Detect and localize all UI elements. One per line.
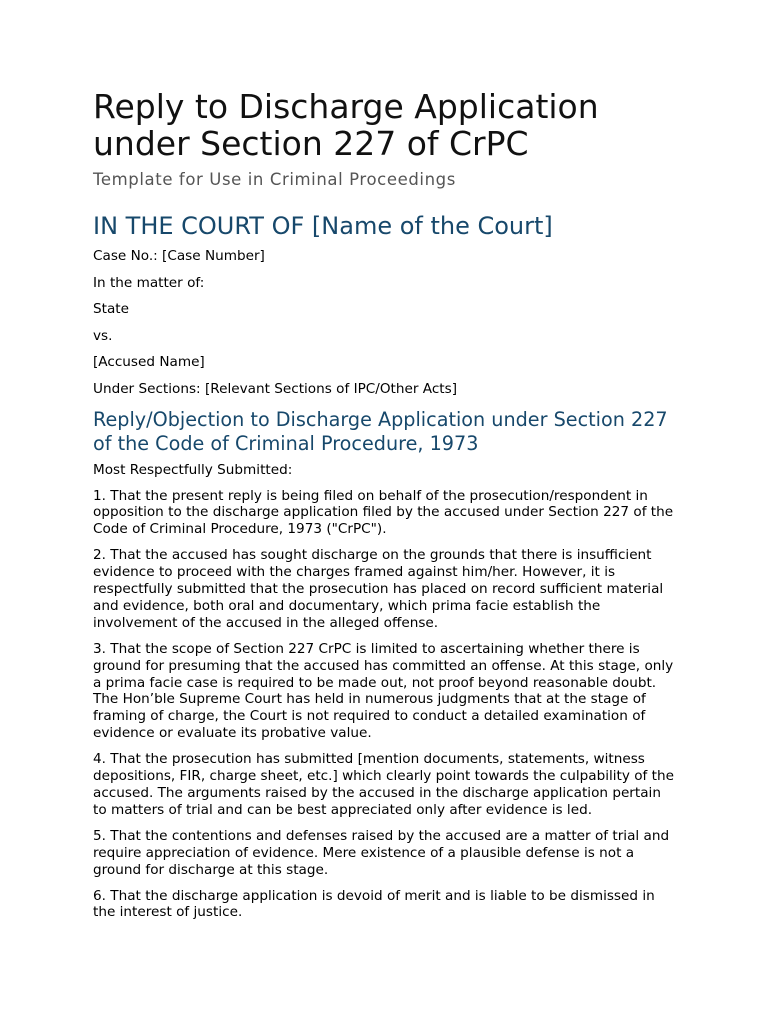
- section-heading: Reply/Objection to Discharge Application under Section 227 of the Code of Criminal Procedure, 1973: [93, 407, 668, 455]
- intro-line: Most Respectfully Submitted:: [93, 461, 293, 478]
- paragraph-6: 6. That the discharge application is devoid of merit and is liable to be dismissed in the interest of justice.: [93, 887, 655, 921]
- court-heading: IN THE COURT OF [Name of the Court]: [93, 212, 553, 240]
- paragraph-5: 5. That the contentions and defenses raised by the accused are a matter of trial and require appreciation of evidence. Mere existence of a plausible defense is not a ground for discharge at this stage.: [93, 827, 670, 878]
- document-subtitle: Template for Use in Criminal Proceedings: [93, 170, 456, 189]
- versus-line: vs.: [93, 327, 113, 344]
- case-number-line: Case No.: [Case Number]: [93, 248, 265, 264]
- party-accused: [Accused Name]: [93, 354, 205, 370]
- paragraph-3: 3. That the scope of Section 227 CrPC is limited to ascertaining whether there is ground for presuming that the accused has committed an offense. At this stage, only a prima facie case is required to be made out, not proof beyond reasonable doubt. The Hon’ble Supreme Court has held in numerous judgments that at the stage of framing of charge, the Court is not required to conduct a detailed examination of evidence or evaluate its probative value.: [93, 640, 674, 742]
- paragraph-2: 2. That the accused has sought discharge on the grounds that there is insufficient evidence to proceed with the charges framed against him/her. However, it is respectfully submitted that the prosecution has placed on record sufficient material and evidence, both oral and documentary, which prima facie establish the involvement of the accused in the alleged offense.: [93, 547, 664, 631]
- paragraph-list: [93, 488, 675, 922]
- document-title: Reply to Discharge Application under Section 227 of CrPC: [93, 87, 599, 163]
- paragraph-1: 1. That the present reply is being filed on behalf of the prosecution/respondent in opposition to the discharge application filed by the accused under Section 227 of the Code of Criminal Procedure, 1973 ("CrPC").: [93, 487, 674, 538]
- sections-line: Under Sections: [Relevant Sections of IPC/Other Acts]: [93, 380, 458, 397]
- party-state: State: [93, 301, 129, 317]
- case-details: [93, 248, 675, 398]
- matter-line: In the matter of:: [93, 274, 205, 291]
- paragraph-4: 4. That the prosecution has submitted [mention documents, statements, witness depositions, FIR, charge sheet, etc.] which clearly point towards the culpability of the accused. The arguments raised by the accused in the discharge application pertain to matters of trial and can be best appreciated only after evidence is led.: [93, 751, 674, 818]
